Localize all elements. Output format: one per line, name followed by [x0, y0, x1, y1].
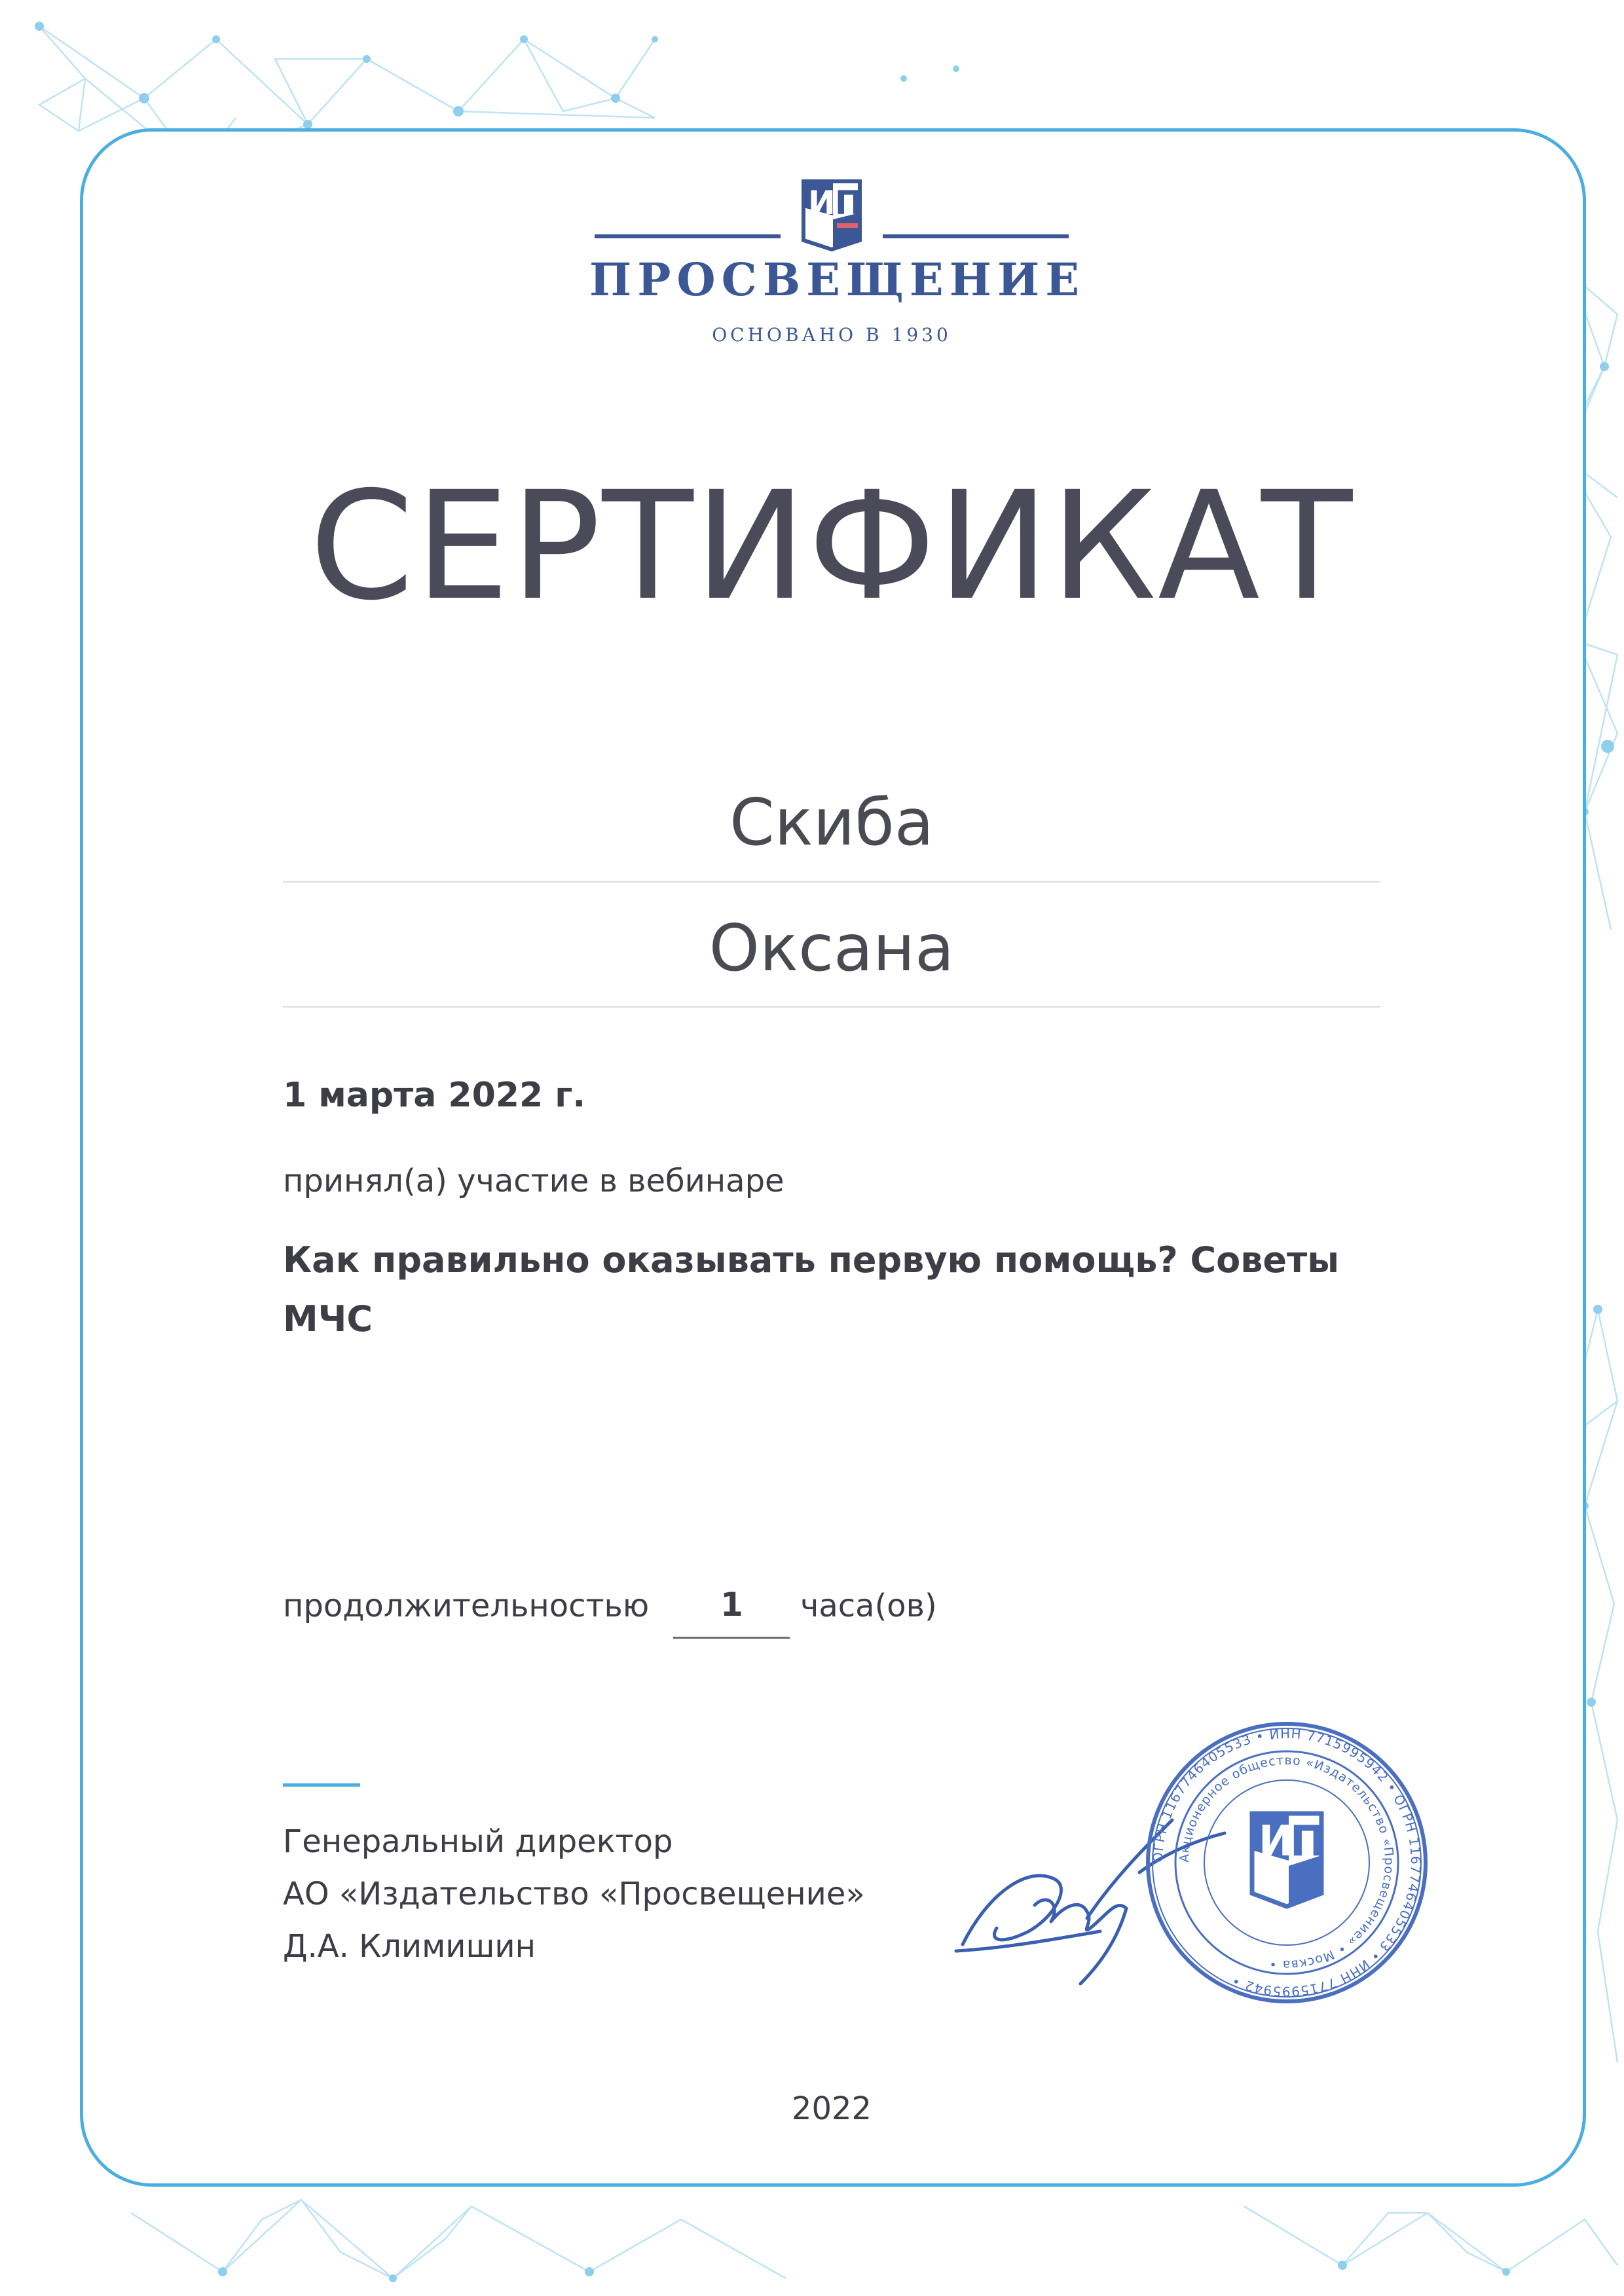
svg-text:П: П: [835, 184, 862, 222]
signatory-accent-line: [283, 1783, 360, 1787]
webinar-title: Как правильно оказывать первую помощь? Советы МЧС: [283, 1239, 1340, 1339]
svg-text:И: И: [1259, 1817, 1294, 1866]
ip-seal-icon: [1139, 1715, 1434, 2010]
signatory-organization: АО «Издательство «Просвещение»: [283, 1876, 865, 1912]
duration-underline: [673, 1637, 790, 1639]
publisher-name: ПРОСВЕЩЕНИЕ: [589, 254, 1086, 306]
duration-unit: часа(ов): [800, 1588, 937, 1624]
certificate-title: СЕРТИФИКАТ: [309, 459, 1354, 633]
publisher-founded: ОСНОВАНО В 1930: [712, 324, 951, 346]
first-name-underline: [283, 1006, 1380, 1008]
signatory-position: Генеральный директор: [283, 1823, 673, 1860]
seal-inner-text: Акционерное общество «Издательство «Просвещение» • Москва •: [1177, 1753, 1397, 1973]
recipient-surname: Скиба: [729, 786, 934, 860]
signatory-name: Д.А. Климишин: [283, 1928, 536, 1965]
duration-label: продолжительностью: [283, 1588, 650, 1624]
svg-text:И: И: [808, 184, 836, 222]
recipient-first-name: Оксана: [709, 911, 955, 986]
seal-outer-text: ОГРН 1167746405533 • ИНН 7715995942 • ОГРН 1167746405533 • ИНН 7715995942 •: [1149, 1725, 1424, 2000]
surname-underline: [283, 881, 1380, 883]
certificate-year: 2022: [791, 2090, 872, 2127]
svg-text:П: П: [1290, 1817, 1325, 1866]
event-date: 1 марта 2022 г.: [283, 1076, 586, 1115]
duration-value: 1: [720, 1586, 743, 1624]
participation-text: принял(а) участие в вебинаре: [283, 1163, 784, 1199]
